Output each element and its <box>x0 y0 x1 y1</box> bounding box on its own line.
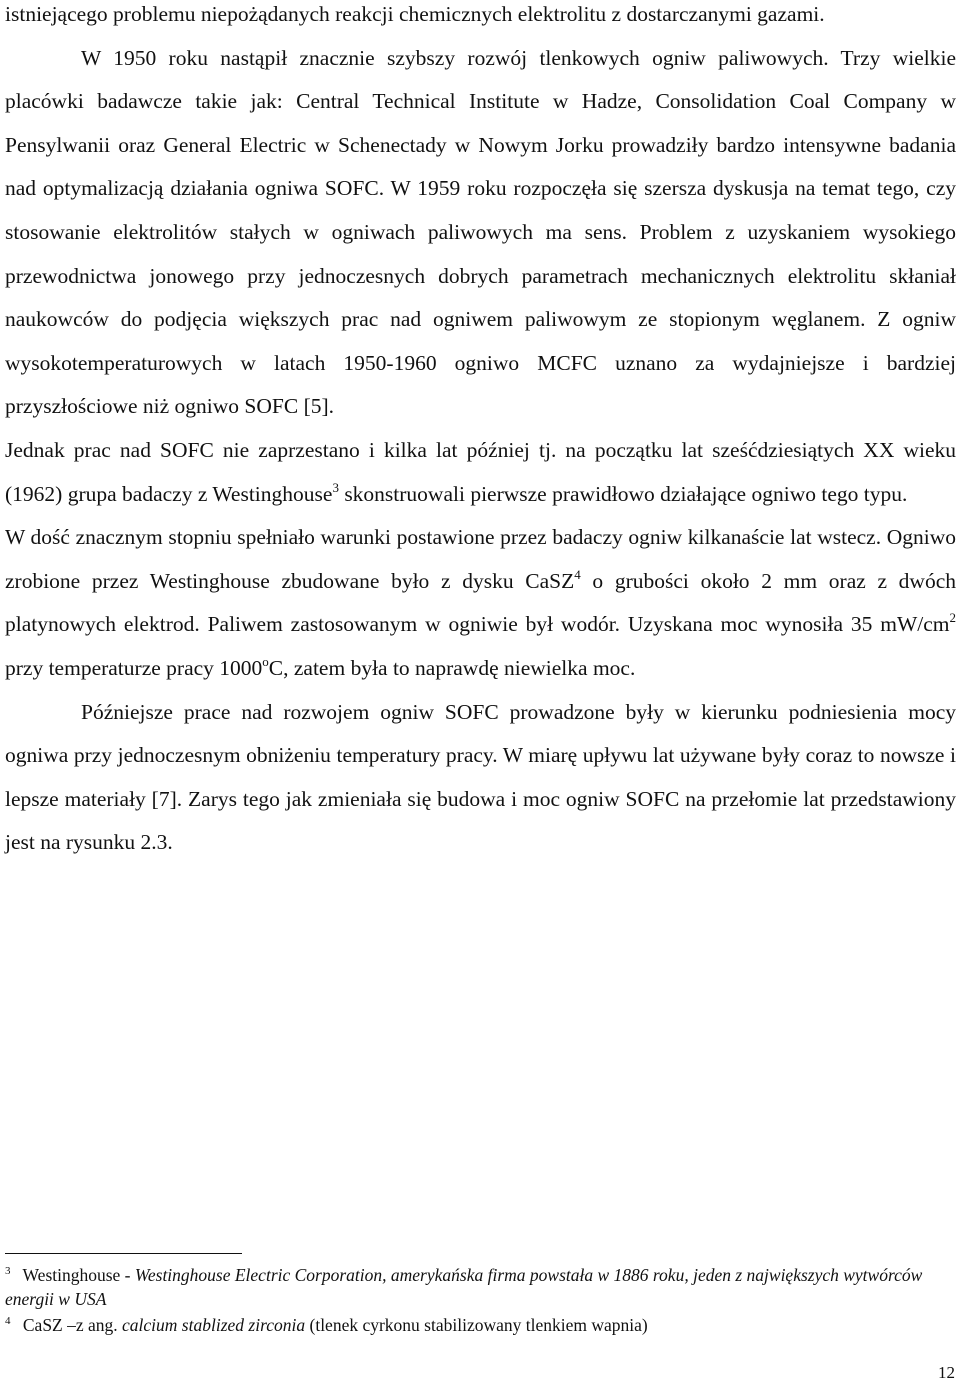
footnote-marker: 4 <box>5 1315 11 1327</box>
text-run: W 1950 roku nastąpił znacznie szybszy rozwój tlenkowych ogniw paliwowych. Trzy wielkie placówki badawcze takie jak: Central Technical Institute w Hadze, Consolidation Coal Company w Pensylwanii oraz General Electric w Schenectady w Nowym Jorku prowadziły bardzo intensywne badania nad optymalizacją działania ogniwa SOFC. W 1959 roku rozpoczęła się szersza dyskusja na temat tego, czy stosowanie elektrolitów stałych w ogniwach paliwowych ma sens. Problem z uzyskaniem wysokiego przewodnictwa jonowego przy jednoczesnych dobrych parametrach mechanicznych elektrolitu skłaniał naukowców do podjęcia większych prac nad ogniwem paliwowym ze stopionym węglanem. Z ogniw wysokotemperaturowych w latach 1950-1960 ogniwo MCFC uznano za wydajniejsze i bardziej przyszłościowe niż ogniwo SOFC [5]. <box>5 45 956 419</box>
paragraph <box>5 37 956 429</box>
superscript: 2 <box>949 610 956 626</box>
footnote-marker: 3 <box>5 1265 11 1277</box>
paragraph <box>5 0 956 37</box>
text-run: Późniejsze prace nad rozwojem ogniw SOFC prowadzone były w kierunku podniesienia mocy ogniwa przy jednoczesnym obniżeniu temperatury pracy. W miarę upływu lat używane były coraz to nowsze i lepsze materiały [7]. Zarys tego jak zmieniała się budowa i moc ogniw SOFC na przełomie lat przedstawiony jest na rysunku 2.3. <box>5 699 956 855</box>
superscript: 4 <box>574 566 581 582</box>
footnotes <box>5 1263 935 1337</box>
superscript: o <box>262 653 269 669</box>
paragraph <box>5 429 956 516</box>
text-run: Westinghouse - <box>18 1265 135 1285</box>
paragraph <box>5 691 956 865</box>
text-run: o grubości około 2 mm oraz z dwóch platynowych elektrod. Paliwem zastosowanym w ogniwie był wodór. Uzyskana moc wynosiła 35 mW/cm <box>5 568 956 637</box>
text-run: istniejącego problemu niepożądanych reakcji chemicznych elektrolitu z dostarczanymi gazami. <box>5 2 825 26</box>
superscript: 3 <box>332 479 339 495</box>
text-run: C, zatem była to naprawdę niewielka moc. <box>268 655 636 680</box>
footnote <box>5 1313 935 1337</box>
italic-text: Westinghouse Electric Corporation, amerykańska firma powstała w 1886 roku, jeden z największych wytwórców energii w USA <box>5 1265 923 1309</box>
text-run: przy temperaturze pracy 1000 <box>5 655 263 680</box>
footnote-separator <box>5 1253 242 1254</box>
body-text <box>5 0 956 865</box>
text-run: Jednak prac nad SOFC nie zaprzestano i kilka lat później tj. na początku lat sześćdziesiątych XX wieku (1962) grupa badaczy z Westinghouse <box>5 437 956 506</box>
text-run: skonstruowali pierwsze prawidłowo działające ogniwo tego typu. <box>338 481 908 506</box>
text-run: (tlenek cyrkonu stabilizowany tlenkiem wapnia) <box>305 1315 648 1335</box>
italic-text: calcium stablized zirconia <box>122 1315 306 1335</box>
paragraph <box>5 516 956 690</box>
text-run: W dość znacznym stopniu spełniało warunki postawione przez badaczy ogniw kilkanaście lat wstecz. Ogniwo zrobione przez Westinghouse zbudowane było z dysku CaSZ <box>5 525 956 593</box>
text-run: CaSZ –z ang. <box>18 1315 123 1335</box>
page-number: 12 <box>938 1363 955 1382</box>
footnote <box>5 1263 935 1311</box>
